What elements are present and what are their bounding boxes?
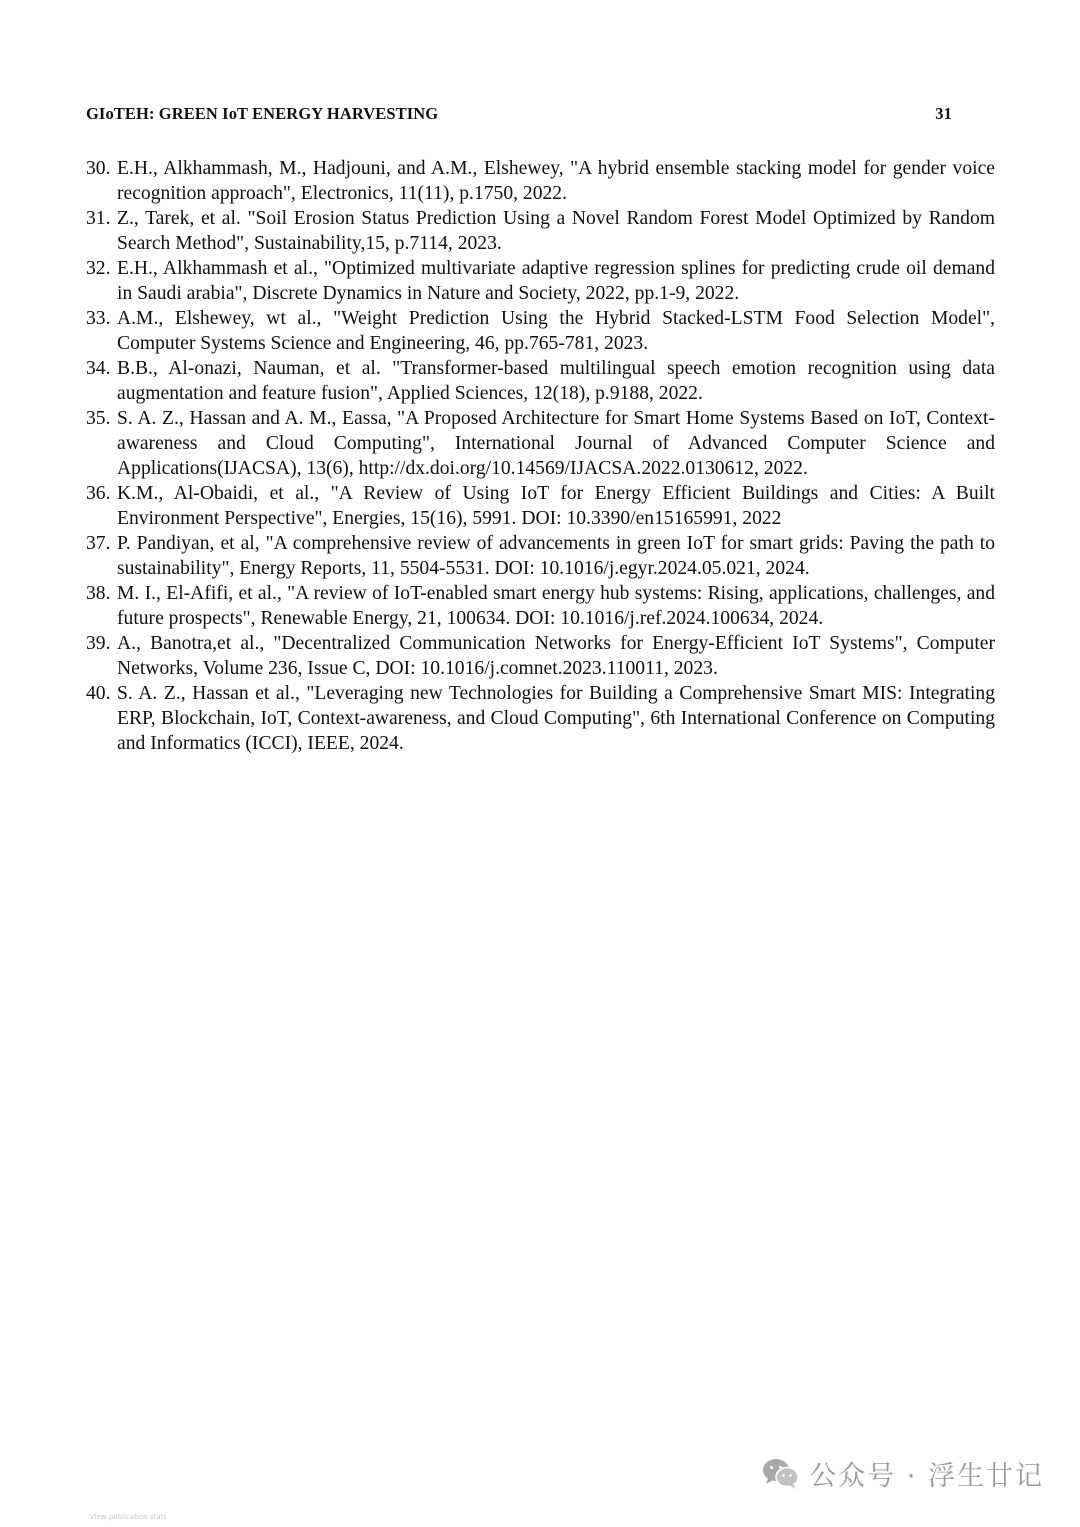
reference-item	[86, 581, 995, 631]
watermark	[761, 1454, 1044, 1493]
reference-item	[86, 681, 995, 756]
reference-text: B.B., Al-onazi, Nauman, et al. "Transformer-based multilingual speech emotion recognition using data augmentation and feature fusion", Applied Sciences, 12(18), p.9188, 2022.	[117, 358, 995, 404]
reference-number: 36.	[86, 483, 111, 504]
reference-text: S. A. Z., Hassan et al., "Leveraging new Technologies for Building a Comprehensive Smart MIS: Integrating ERP, Blockchain, IoT, Context-awareness, and Cloud Computing", 6th International Conference on Computing and Informatics (ICCI), IEEE, 2024.	[117, 683, 995, 754]
header-title: GIoTEH: GREEN IoT ENERGY HARVESTING	[86, 104, 439, 123]
reference-number: 39.	[86, 633, 111, 654]
reference-number: 40.	[86, 683, 111, 704]
reference-item	[86, 406, 995, 481]
watermark-text: 公众号 · 浮生廿记	[809, 1461, 1044, 1492]
reference-text: K.M., Al-Obaidi, et al., "A Review of Using IoT for Energy Efficient Buildings and Cities: A Built Environment Perspective", Energies, 15(16), 5991. DOI: 10.3390/en15165991, 2022	[117, 483, 995, 529]
reference-text: Z., Tarek, et al. "Soil Erosion Status Prediction Using a Novel Random Forest Model Optimized by Random Search Method", Sustainability,15, p.7114, 2023.	[117, 208, 995, 254]
reference-number: 38.	[86, 583, 111, 604]
reference-number: 37.	[86, 533, 111, 554]
reference-item	[86, 531, 995, 581]
reference-text: M. I., El-Afifi, et al., "A review of IoT-enabled smart energy hub systems: Rising, applications, challenges, and future prospects", Renewable Energy, 21, 100634. DOI: 10.1016/j.ref.2024.100634, 2024.	[117, 583, 995, 629]
reference-number: 33.	[86, 308, 111, 329]
reference-text: E.H., Alkhammash, M., Hadjouni, and A.M., Elshewey, "A hybrid ensemble stacking model for gender voice recognition approach", Electronics, 11(11), p.1750, 2022.	[117, 158, 995, 204]
reference-number: 30.	[86, 158, 111, 179]
reference-number: 35.	[86, 408, 111, 429]
reference-item	[86, 306, 995, 356]
reference-item	[86, 206, 995, 256]
reference-item	[86, 356, 995, 406]
reference-text: E.H., Alkhammash et al., "Optimized multivariate adaptive regression splines for predicting crude oil demand in Saudi arabia", Discrete Dynamics in Nature and Society, 2022, pp.1-9, 2022.	[117, 258, 995, 304]
running-header	[86, 104, 952, 126]
reference-number: 32.	[86, 258, 111, 279]
reference-text: A., Banotra,et al., "Decentralized Communication Networks for Energy-Efficient IoT Systems", Computer Networks, Volume 236, Issue C, DOI: 10.1016/j.comnet.2023.110011, 2023.	[117, 633, 995, 679]
reference-list	[86, 156, 995, 756]
footer-note: View publication stats	[90, 1513, 167, 1521]
reference-number: 31.	[86, 208, 111, 229]
reference-text: S. A. Z., Hassan and A. M., Eassa, "A Proposed Architecture for Smart Home Systems Based on IoT, Context-awareness and Cloud Computing", International Journal of Advanced Computer Science and Applications(IJACSA), 13(6), http://dx.doi.org/10.14569/IJACSA.2022.0130612, 2022.	[117, 408, 995, 479]
reference-text: P. Pandiyan, et al, "A comprehensive review of advancements in green IoT for smart grids: Paving the path to sustainability", Energy Reports, 11, 5504-5531. DOI: 10.1016/j.egyr.2024.05.021, 2024.	[117, 533, 995, 579]
reference-item	[86, 631, 995, 681]
reference-item	[86, 481, 995, 531]
wechat-icon	[761, 1457, 801, 1491]
page-number: 31	[935, 104, 952, 123]
reference-item	[86, 256, 995, 306]
reference-number: 34.	[86, 358, 111, 379]
reference-item	[86, 156, 995, 206]
reference-text: A.M., Elshewey, wt al., "Weight Prediction Using the Hybrid Stacked-LSTM Food Selection Model", Computer Systems Science and Engineering, 46, pp.765-781, 2023.	[117, 308, 995, 354]
